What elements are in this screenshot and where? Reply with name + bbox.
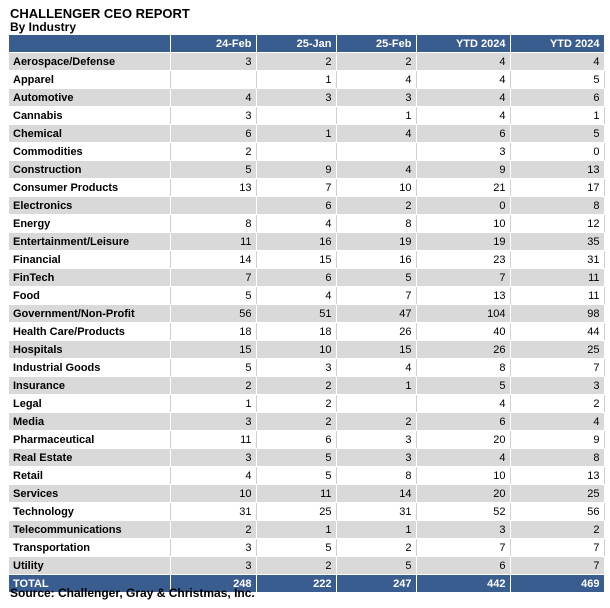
- value-cell: 5: [510, 71, 604, 89]
- table-row: [9, 413, 604, 431]
- value-cell: 2: [336, 53, 416, 71]
- value-cell: 13: [510, 161, 604, 179]
- value-cell: 2: [256, 377, 336, 395]
- value-cell: 8: [336, 215, 416, 233]
- value-cell: 51: [256, 305, 336, 323]
- value-cell: 4: [256, 287, 336, 305]
- value-cell: 8: [416, 359, 510, 377]
- value-cell: 4: [416, 53, 510, 71]
- value-cell: 6: [256, 269, 336, 287]
- table-row: [9, 251, 604, 269]
- value-cell: 13: [170, 179, 256, 197]
- value-cell: 2: [336, 539, 416, 557]
- value-cell: 6: [416, 557, 510, 575]
- value-cell: [336, 143, 416, 161]
- value-cell: 2: [256, 395, 336, 413]
- value-cell: 4: [416, 107, 510, 125]
- value-cell: 19: [336, 233, 416, 251]
- industry-label: Cannabis: [9, 107, 170, 125]
- industry-label: FinTech: [9, 269, 170, 287]
- industry-label: Chemical: [9, 125, 170, 143]
- value-cell: 4: [170, 467, 256, 485]
- industry-label: Industrial Goods: [9, 359, 170, 377]
- value-cell: 15: [336, 341, 416, 359]
- industry-label: Government/Non-Profit: [9, 305, 170, 323]
- table-row: [9, 53, 604, 71]
- value-cell: 7: [510, 557, 604, 575]
- value-cell: 2: [336, 413, 416, 431]
- report-subtitle: By Industry: [10, 20, 77, 34]
- value-cell: 18: [170, 323, 256, 341]
- table-row: [9, 269, 604, 287]
- value-cell: 31: [336, 503, 416, 521]
- industry-label: Commodities: [9, 143, 170, 161]
- column-header: 25-Feb: [336, 35, 416, 53]
- value-cell: 8: [170, 215, 256, 233]
- value-cell: 3: [336, 449, 416, 467]
- value-cell: 56: [510, 503, 604, 521]
- value-cell: 4: [510, 413, 604, 431]
- value-cell: 4: [336, 125, 416, 143]
- value-cell: 4: [170, 89, 256, 107]
- value-cell: 5: [336, 557, 416, 575]
- value-cell: 18: [256, 323, 336, 341]
- table-row: [9, 539, 604, 557]
- industry-label: Health Care/Products: [9, 323, 170, 341]
- table-row: [9, 179, 604, 197]
- value-cell: 6: [510, 89, 604, 107]
- value-cell: 14: [170, 251, 256, 269]
- column-header: YTD 2024: [416, 35, 510, 53]
- value-cell: 16: [336, 251, 416, 269]
- value-cell: 10: [336, 179, 416, 197]
- table-row: [9, 233, 604, 251]
- value-cell: 35: [510, 233, 604, 251]
- table-row: [9, 197, 604, 215]
- value-cell: 6: [170, 125, 256, 143]
- value-cell: 25: [256, 503, 336, 521]
- value-cell: 4: [416, 89, 510, 107]
- value-cell: 11: [510, 269, 604, 287]
- table-row: [9, 161, 604, 179]
- value-cell: 26: [336, 323, 416, 341]
- table-row: [9, 485, 604, 503]
- value-cell: 52: [416, 503, 510, 521]
- value-cell: 5: [170, 161, 256, 179]
- value-cell: 4: [256, 215, 336, 233]
- table-header: [9, 35, 604, 53]
- value-cell: 8: [510, 197, 604, 215]
- value-cell: 4: [416, 71, 510, 89]
- table-body: [9, 53, 604, 575]
- source-note: Source: Challenger, Gray & Christmas, Inc.: [10, 586, 255, 600]
- industry-label: Financial: [9, 251, 170, 269]
- value-cell: 1: [256, 521, 336, 539]
- value-cell: 1: [170, 395, 256, 413]
- value-cell: 0: [510, 143, 604, 161]
- value-cell: 11: [170, 233, 256, 251]
- value-cell: [170, 197, 256, 215]
- industry-label: Electronics: [9, 197, 170, 215]
- value-cell: 10: [256, 341, 336, 359]
- industry-label: Insurance: [9, 377, 170, 395]
- industry-table: [9, 35, 605, 593]
- table-row: [9, 341, 604, 359]
- total-value: 442: [416, 575, 510, 593]
- value-cell: 4: [336, 71, 416, 89]
- value-cell: 26: [416, 341, 510, 359]
- industry-label: Real Estate: [9, 449, 170, 467]
- value-cell: 14: [336, 485, 416, 503]
- value-cell: 25: [510, 341, 604, 359]
- value-cell: 20: [416, 431, 510, 449]
- industry-label: Construction: [9, 161, 170, 179]
- value-cell: 3: [416, 521, 510, 539]
- value-cell: 5: [256, 467, 336, 485]
- value-cell: 5: [416, 377, 510, 395]
- total-value: 469: [510, 575, 604, 593]
- value-cell: 6: [256, 431, 336, 449]
- total-label: TOTAL: [9, 575, 170, 593]
- value-cell: 7: [256, 179, 336, 197]
- value-cell: 3: [336, 431, 416, 449]
- value-cell: 12: [510, 215, 604, 233]
- industry-label: Entertainment/Leisure: [9, 233, 170, 251]
- value-cell: 7: [510, 539, 604, 557]
- value-cell: 7: [416, 269, 510, 287]
- value-cell: 2: [256, 557, 336, 575]
- industry-label: Services: [9, 485, 170, 503]
- industry-label: Telecommunications: [9, 521, 170, 539]
- industry-label: Transportation: [9, 539, 170, 557]
- industry-label: Consumer Products: [9, 179, 170, 197]
- value-cell: 9: [416, 161, 510, 179]
- value-cell: 11: [170, 431, 256, 449]
- value-cell: 2: [510, 395, 604, 413]
- value-cell: 1: [256, 71, 336, 89]
- value-cell: 3: [170, 107, 256, 125]
- value-cell: [170, 71, 256, 89]
- value-cell: 0: [416, 197, 510, 215]
- column-header-industry: [9, 35, 170, 53]
- value-cell: 2: [170, 521, 256, 539]
- value-cell: 6: [416, 125, 510, 143]
- value-cell: 3: [170, 539, 256, 557]
- table-row: [9, 323, 604, 341]
- value-cell: 56: [170, 305, 256, 323]
- industry-label: Energy: [9, 215, 170, 233]
- value-cell: 15: [256, 251, 336, 269]
- table-row: [9, 107, 604, 125]
- value-cell: 7: [416, 539, 510, 557]
- value-cell: 3: [256, 89, 336, 107]
- industry-label: Utility: [9, 557, 170, 575]
- industry-label: Aerospace/Defense: [9, 53, 170, 71]
- column-header: YTD 2024: [510, 35, 604, 53]
- table-row: [9, 89, 604, 107]
- table-row: [9, 359, 604, 377]
- value-cell: 104: [416, 305, 510, 323]
- report-title: CHALLENGER CEO REPORT: [10, 6, 190, 21]
- value-cell: 1: [256, 125, 336, 143]
- total-value: 248: [170, 575, 256, 593]
- value-cell: 15: [170, 341, 256, 359]
- column-header: 25-Jan: [256, 35, 336, 53]
- table-row: [9, 305, 604, 323]
- value-cell: 2: [256, 413, 336, 431]
- value-cell: 10: [416, 467, 510, 485]
- table-row: [9, 449, 604, 467]
- value-cell: 13: [510, 467, 604, 485]
- industry-label: Food: [9, 287, 170, 305]
- table-row: [9, 503, 604, 521]
- value-cell: 6: [256, 197, 336, 215]
- value-cell: 2: [170, 143, 256, 161]
- value-cell: 9: [510, 431, 604, 449]
- value-cell: 11: [256, 485, 336, 503]
- industry-label: Automotive: [9, 89, 170, 107]
- table-row: [9, 143, 604, 161]
- industry-label: Technology: [9, 503, 170, 521]
- total-value: 222: [256, 575, 336, 593]
- value-cell: 3: [170, 557, 256, 575]
- value-cell: 5: [256, 449, 336, 467]
- value-cell: 2: [256, 53, 336, 71]
- value-cell: [256, 107, 336, 125]
- value-cell: 8: [336, 467, 416, 485]
- value-cell: 10: [170, 485, 256, 503]
- value-cell: 11: [510, 287, 604, 305]
- value-cell: 3: [170, 53, 256, 71]
- industry-label: Apparel: [9, 71, 170, 89]
- value-cell: [256, 143, 336, 161]
- value-cell: 5: [170, 359, 256, 377]
- value-cell: 7: [336, 287, 416, 305]
- value-cell: 10: [416, 215, 510, 233]
- value-cell: 3: [256, 359, 336, 377]
- value-cell: 21: [416, 179, 510, 197]
- table-row: [9, 287, 604, 305]
- value-cell: 5: [336, 269, 416, 287]
- value-cell: 20: [416, 485, 510, 503]
- value-cell: 19: [416, 233, 510, 251]
- value-cell: 2: [170, 377, 256, 395]
- table-row: [9, 467, 604, 485]
- industry-label: Pharmaceutical: [9, 431, 170, 449]
- table-row: [9, 125, 604, 143]
- value-cell: 4: [510, 53, 604, 71]
- value-cell: 23: [416, 251, 510, 269]
- value-cell: 3: [510, 377, 604, 395]
- value-cell: 25: [510, 485, 604, 503]
- value-cell: 1: [510, 107, 604, 125]
- value-cell: 7: [510, 359, 604, 377]
- value-cell: 16: [256, 233, 336, 251]
- value-cell: 3: [170, 449, 256, 467]
- table-row: [9, 215, 604, 233]
- value-cell: 6: [416, 413, 510, 431]
- industry-label: Hospitals: [9, 341, 170, 359]
- value-cell: 44: [510, 323, 604, 341]
- table-row: [9, 377, 604, 395]
- value-cell: 8: [510, 449, 604, 467]
- value-cell: 98: [510, 305, 604, 323]
- value-cell: 1: [336, 521, 416, 539]
- table-row: [9, 395, 604, 413]
- industry-label: Media: [9, 413, 170, 431]
- value-cell: 5: [170, 287, 256, 305]
- table-row: [9, 71, 604, 89]
- value-cell: 3: [170, 413, 256, 431]
- value-cell: 4: [336, 359, 416, 377]
- value-cell: 13: [416, 287, 510, 305]
- header-row: [9, 35, 604, 53]
- value-cell: 47: [336, 305, 416, 323]
- value-cell: 1: [336, 377, 416, 395]
- value-cell: 17: [510, 179, 604, 197]
- value-cell: 40: [416, 323, 510, 341]
- value-cell: 2: [510, 521, 604, 539]
- value-cell: 5: [510, 125, 604, 143]
- value-cell: 1: [336, 107, 416, 125]
- value-cell: 4: [336, 161, 416, 179]
- total-value: 247: [336, 575, 416, 593]
- industry-label: Retail: [9, 467, 170, 485]
- value-cell: 4: [416, 395, 510, 413]
- value-cell: [336, 395, 416, 413]
- table-row: [9, 431, 604, 449]
- value-cell: 3: [336, 89, 416, 107]
- industry-label: Legal: [9, 395, 170, 413]
- value-cell: 31: [170, 503, 256, 521]
- value-cell: 7: [170, 269, 256, 287]
- table-row: [9, 557, 604, 575]
- value-cell: 31: [510, 251, 604, 269]
- value-cell: 4: [416, 449, 510, 467]
- value-cell: 9: [256, 161, 336, 179]
- table-row: [9, 521, 604, 539]
- value-cell: 5: [256, 539, 336, 557]
- column-header: 24-Feb: [170, 35, 256, 53]
- value-cell: 2: [336, 197, 416, 215]
- value-cell: 3: [416, 143, 510, 161]
